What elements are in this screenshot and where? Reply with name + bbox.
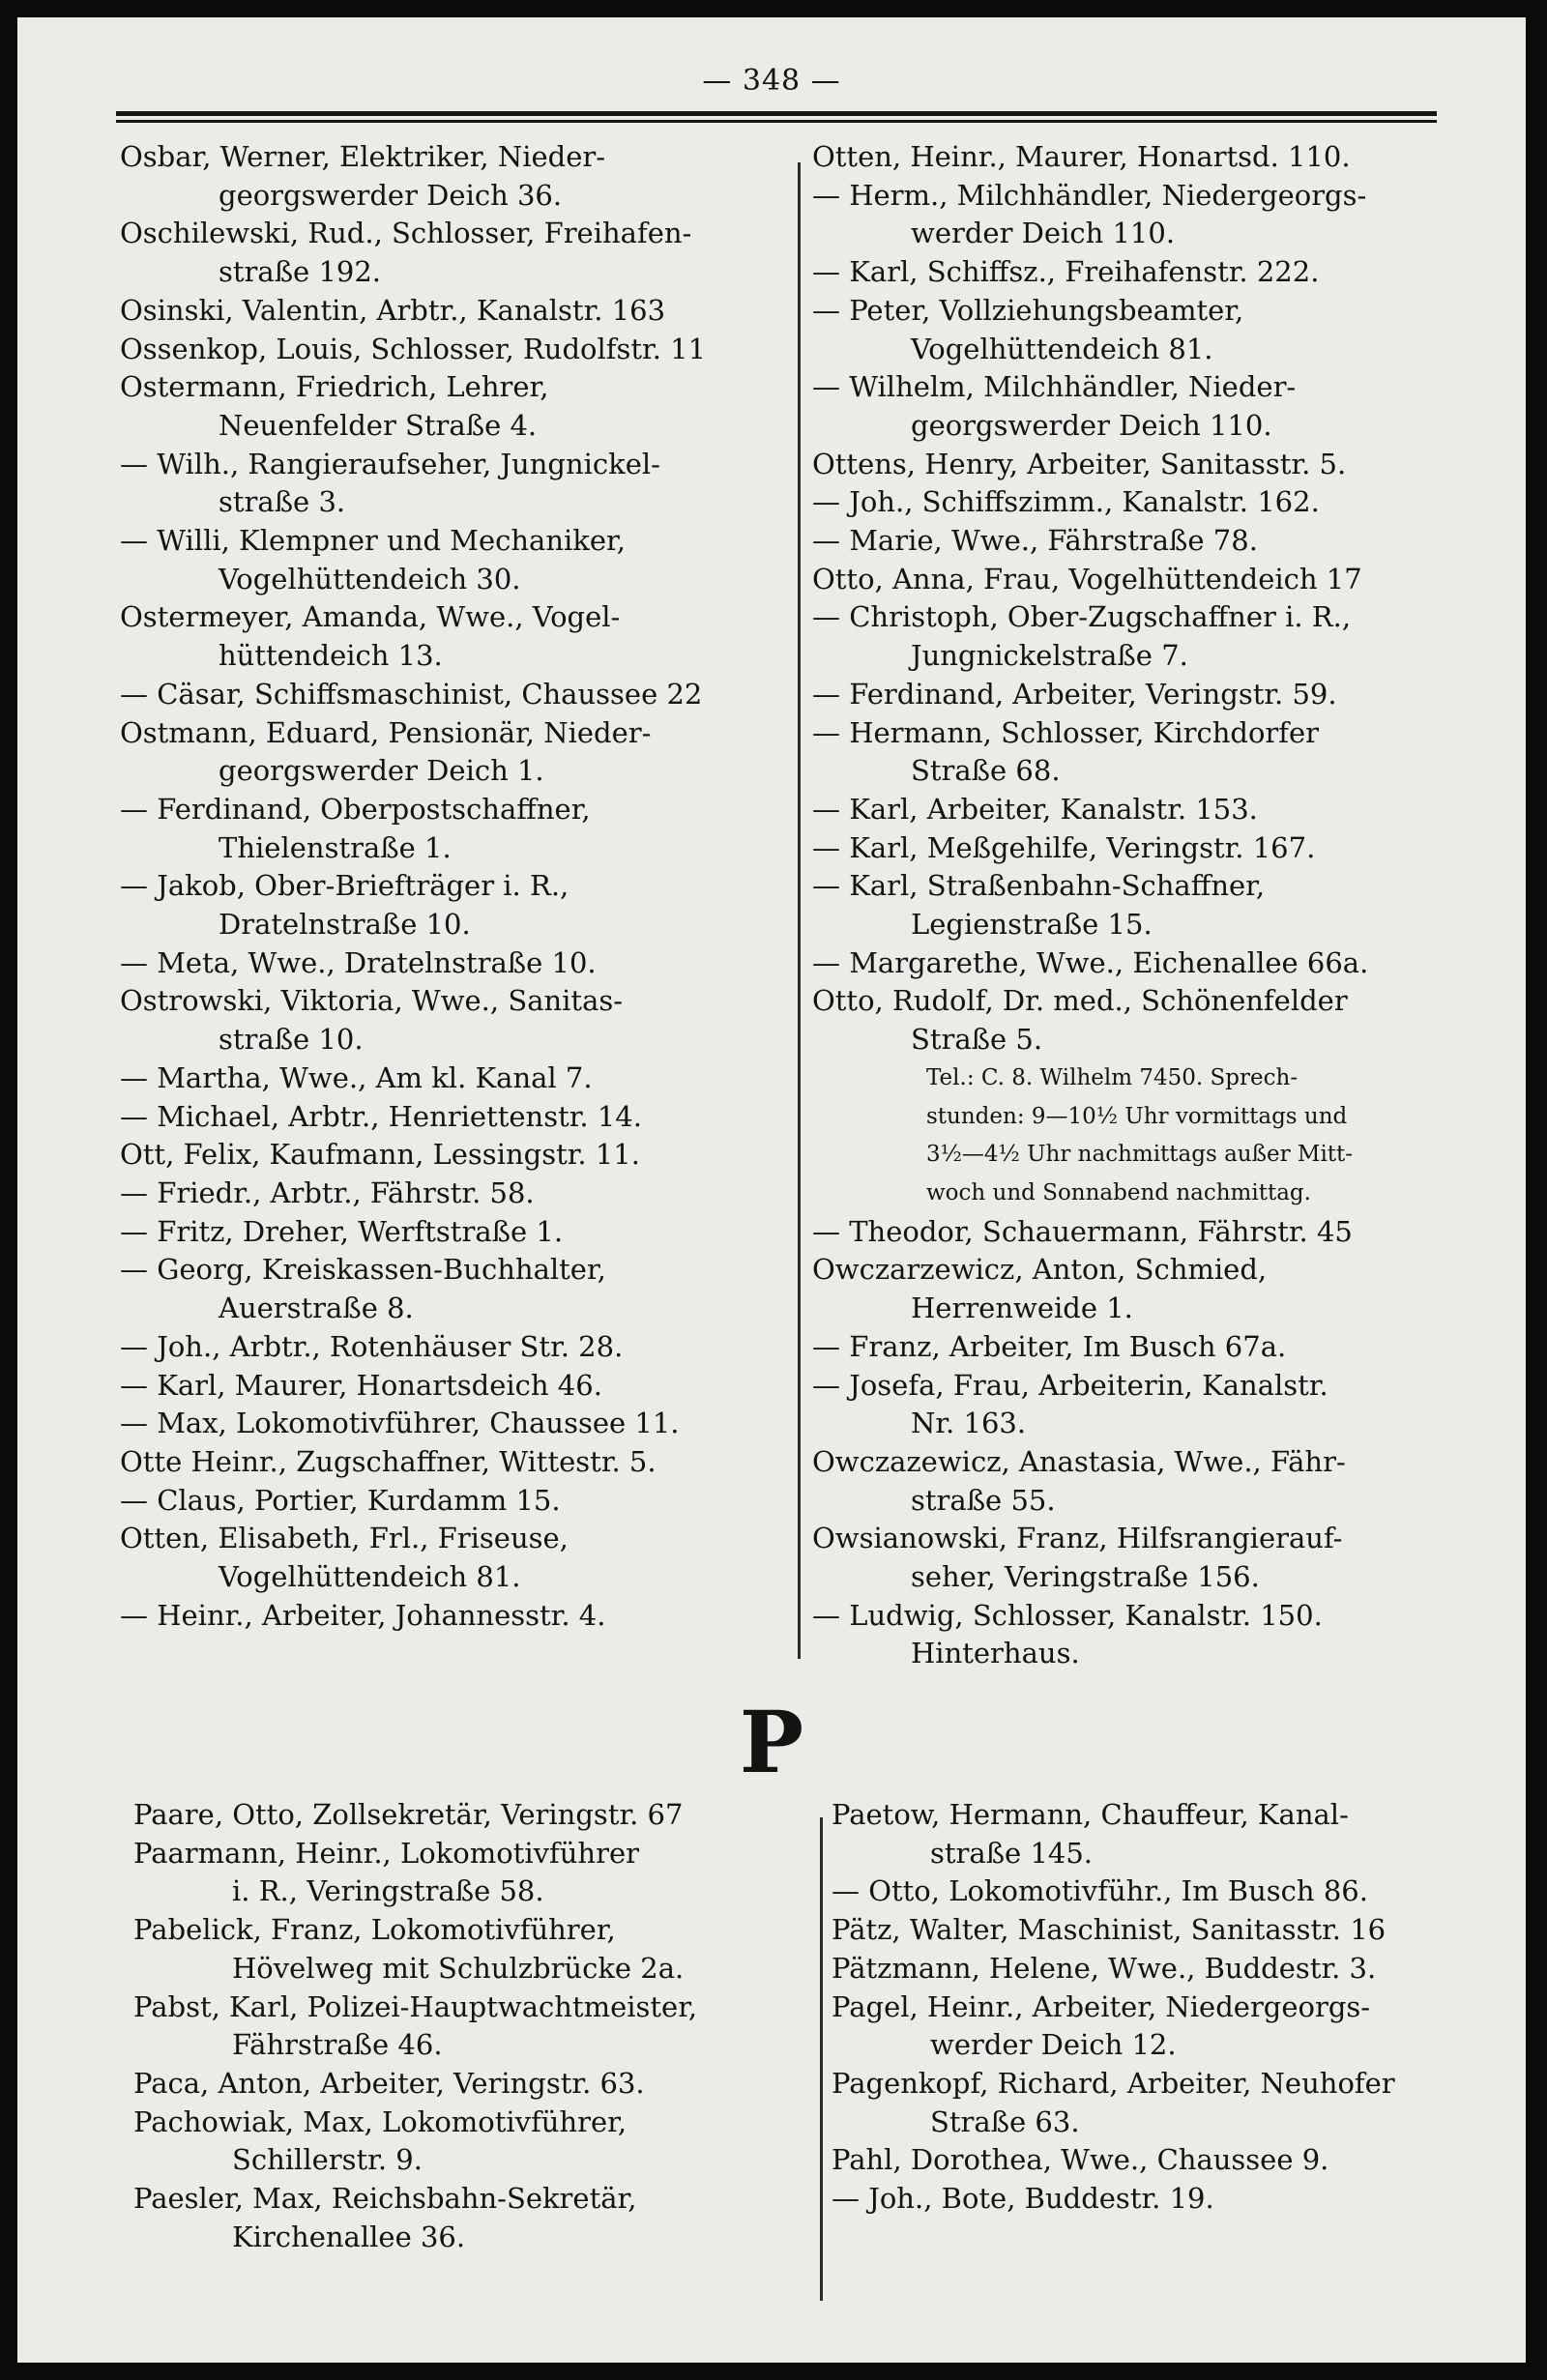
page-number: — 348 — — [702, 64, 841, 98]
directory-entry: — Georg, Kreiskassen-Buchhalter, — [120, 1253, 606, 1287]
directory-entry: Pagenkopf, Richard, Arbeiter, Neuhofer — [832, 2066, 1395, 2100]
directory-entry: — Peter, Vollziehungsbeamter, — [812, 293, 1244, 327]
left-column-o-entries — [120, 138, 787, 1635]
entry-continuation-line: georgswerder Deich 1. — [219, 754, 544, 788]
directory-entry: — Willi, Klempner und Mechaniker, — [120, 524, 626, 558]
directory-entry: Otten, Elisabeth, Frl., Friseuse, — [120, 1522, 569, 1555]
directory-entry: — Franz, Arbeiter, Im Busch 67a. — [812, 1329, 1287, 1363]
right-column-p-entries — [832, 1796, 1499, 2219]
directory-entry: Owczarzewicz, Anton, Schmied, — [812, 1253, 1268, 1287]
entry-continuation-line: straße 55. — [911, 1483, 1056, 1517]
directory-entry: Ott, Felix, Kaufmann, Lessingstr. 11. — [120, 1138, 640, 1172]
directory-entry: — Joh., Schiffszimm., Kanalstr. 162. — [812, 485, 1320, 519]
directory-entry: — Marie, Wwe., Fährstraße 78. — [812, 524, 1258, 558]
entry-continuation-line: Vogelhüttendeich 30. — [219, 562, 521, 595]
directory-entry: — Hermann, Schlosser, Kirchdorfer — [812, 715, 1320, 749]
entry-continuation-line: straße 10. — [219, 1023, 364, 1057]
directory-entry: Ottens, Henry, Arbeiter, Sanitasstr. 5. — [812, 447, 1347, 480]
entry-continuation-line: Vogelhüttendeich 81. — [911, 332, 1213, 365]
directory-entry: — Herm., Milchhändler, Niedergeorgs- — [812, 178, 1367, 212]
column-divider — [798, 162, 801, 1659]
entry-continuation-line: Schillerstr. 9. — [232, 2143, 423, 2177]
entry-continuation-line: hüttendeich 13. — [219, 639, 443, 673]
entry-continuation-line: Neuenfelder Straße 4. — [219, 408, 538, 442]
directory-entry: — Ferdinand, Oberpostschaffner, — [120, 792, 591, 826]
directory-entry: — Christoph, Ober-Zugschaffner i. R., — [812, 600, 1352, 634]
entry-continuation-line: Hinterhaus. — [911, 1637, 1080, 1670]
entry-continuation-line: straße 3. — [219, 485, 346, 519]
directory-entry: Otto, Rudolf, Dr. med., Schönenfelder — [812, 984, 1348, 1018]
entry-continuation-line: Thielenstraße 1. — [219, 830, 452, 864]
directory-entry: Pagel, Heinr., Arbeiter, Niedergeorgs- — [832, 1989, 1371, 2023]
directory-entry: — Karl, Arbeiter, Kanalstr. 153. — [812, 792, 1258, 826]
directory-entry: Pätz, Walter, Maschinist, Sanitasstr. 16 — [832, 1913, 1386, 1947]
column-divider-p — [820, 1817, 823, 2301]
directory-entry: — Max, Lokomotivführer, Chaussee 11. — [120, 1407, 680, 1440]
directory-entry: — Heinr., Arbeiter, Johannesstr. 4. — [120, 1598, 606, 1632]
directory-entry: Ostmann, Eduard, Pensionär, Nieder- — [120, 715, 652, 749]
left-column-p-entries — [133, 1796, 801, 2256]
directory-entry: — Cäsar, Schiffsmaschinist, Chaussee 22 — [120, 677, 703, 711]
directory-entry: Pätzmann, Helene, Wwe., Buddestr. 3. — [832, 1951, 1377, 1985]
directory-entry: Pachowiak, Max, Lokomotivführer, — [133, 2104, 628, 2138]
directory-entry: — Fritz, Dreher, Werftstraße 1. — [120, 1214, 564, 1248]
directory-entry: — Joh., Arbtr., Rotenhäuser Str. 28. — [120, 1329, 624, 1363]
right-column-o-entries — [812, 138, 1479, 1673]
directory-entry: — Karl, Straßenbahn-Schaffner, — [812, 869, 1266, 903]
directory-entry: Ostermeyer, Amanda, Wwe., Vogel- — [120, 600, 621, 634]
directory-entry: Owczazewicz, Anastasia, Wwe., Fähr- — [812, 1444, 1346, 1478]
entry-continuation-line: Hövelweg mit Schulzbrücke 2a. — [232, 1951, 685, 1985]
directory-entry: — Wilh., Rangieraufseher, Jungnickel- — [120, 447, 660, 480]
entry-continuation-line: Straße 68. — [911, 754, 1061, 788]
directory-entry: Paare, Otto, Zollsekretär, Veringstr. 67 — [133, 1798, 684, 1831]
directory-entry: Otte Heinr., Zugschaffner, Wittestr. 5. — [120, 1444, 657, 1478]
directory-entry: — Martha, Wwe., Am kl. Kanal 7. — [120, 1060, 593, 1094]
entry-continuation-line: i. R., Veringstraße 58. — [232, 1874, 544, 1908]
directory-entry: Ostrowski, Viktoria, Wwe., Sanitas- — [120, 984, 624, 1018]
directory-entry: — Theodor, Schauermann, Fährstr. 45 — [812, 1214, 1353, 1248]
directory-entry: Oschilewski, Rud., Schlosser, Freihafen- — [120, 217, 692, 250]
directory-entry: — Margarethe, Wwe., Eichenallee 66a. — [812, 945, 1369, 979]
directory-entry: Osbar, Werner, Elektriker, Nieder- — [120, 140, 606, 173]
directory-entry: Pabst, Karl, Polizei-Hauptwachtmeister, — [133, 1989, 698, 2023]
directory-page — [17, 17, 1526, 2363]
directory-entry: — Josefa, Frau, Arbeiterin, Kanalstr. — [812, 1368, 1328, 1402]
directory-entry: Otten, Heinr., Maurer, Honartsd. 110. — [812, 140, 1351, 173]
entry-continuation-line: Auerstraße 8. — [219, 1292, 414, 1325]
entry-continuation-line: seher, Veringstraße 156. — [911, 1560, 1260, 1594]
entry-continuation-line: Dratelnstraße 10. — [219, 908, 471, 942]
directory-entry: — Otto, Lokomotivführ., Im Busch 86. — [832, 1874, 1368, 1908]
entry-continuation-line: Straße 5. — [911, 1023, 1043, 1057]
directory-entry: Owsianowski, Franz, Hilfsrangierauf- — [812, 1522, 1343, 1555]
entry-note-line: Tel.: C. 8. Wilhelm 7450. Sprech- — [926, 1064, 1299, 1090]
directory-entry: — Jakob, Ober-Briefträger i. R., — [120, 869, 569, 903]
entry-continuation-line: Herrenweide 1. — [911, 1292, 1133, 1325]
directory-entry: — Ferdinand, Arbeiter, Veringstr. 59. — [812, 677, 1337, 711]
directory-entry: Pahl, Dorothea, Wwe., Chaussee 9. — [832, 2143, 1329, 2177]
entry-note-line: woch und Sonnabend nachmittag. — [926, 1179, 1311, 1205]
directory-entry: — Claus, Portier, Kurdamm 15. — [120, 1483, 561, 1517]
directory-entry: — Meta, Wwe., Dratelnstraße 10. — [120, 945, 597, 979]
directory-entry: — Karl, Maurer, Honartsdeich 46. — [120, 1368, 602, 1402]
directory-entry: Paetow, Hermann, Chauffeur, Kanal- — [832, 1798, 1349, 1831]
directory-entry: — Friedr., Arbtr., Fährstr. 58. — [120, 1175, 535, 1209]
entry-continuation-line: Kirchenallee 36. — [232, 2220, 466, 2253]
directory-entry: — Joh., Bote, Buddestr. 19. — [832, 2182, 1214, 2216]
directory-entry: Ossenkop, Louis, Schlosser, Rudolfstr. 11 — [120, 332, 707, 365]
entry-continuation-line: straße 192. — [219, 255, 382, 289]
directory-entry: — Michael, Arbtr., Henriettenstr. 14. — [120, 1099, 642, 1133]
directory-entry: — Karl, Meßgehilfe, Veringstr. 167. — [812, 830, 1316, 864]
entry-continuation-line: Vogelhüttendeich 81. — [219, 1560, 521, 1594]
directory-entry: Paesler, Max, Reichsbahn-Sekretär, — [133, 2182, 637, 2216]
entry-continuation-line: georgswerder Deich 36. — [219, 178, 563, 212]
entry-continuation-line: straße 145. — [930, 1836, 1094, 1870]
entry-continuation-line: werder Deich 12. — [930, 2028, 1177, 2062]
entry-continuation-line: werder Deich 110. — [911, 217, 1176, 250]
directory-entry: Paca, Anton, Arbeiter, Veringstr. 63. — [133, 2066, 645, 2100]
directory-entry: Ostermann, Friedrich, Lehrer, — [120, 370, 549, 404]
entry-continuation-line: georgswerder Deich 110. — [911, 408, 1272, 442]
directory-entry: — Wilhelm, Milchhändler, Nieder- — [812, 370, 1297, 404]
directory-entry: Paarmann, Heinr., Lokomotivführer — [133, 1836, 639, 1870]
entry-continuation-line: Legienstraße 15. — [911, 908, 1153, 942]
header-rule-thin — [116, 120, 1437, 123]
section-letter-heading: P — [739, 1692, 804, 1792]
directory-entry: Otto, Anna, Frau, Vogelhüttendeich 17 — [812, 562, 1362, 595]
directory-entry: — Ludwig, Schlosser, Kanalstr. 150. — [812, 1598, 1323, 1632]
entry-continuation-line: Nr. 163. — [911, 1407, 1027, 1440]
directory-entry: — Karl, Schiffsz., Freihafenstr. 222. — [812, 255, 1320, 289]
entry-note-line: stunden: 9—10½ Uhr vormittags und — [926, 1103, 1348, 1129]
entry-continuation-line: Fährstraße 46. — [232, 2028, 443, 2062]
header-rule — [116, 111, 1437, 116]
directory-entry: Osinski, Valentin, Arbtr., Kanalstr. 163 — [120, 293, 666, 327]
directory-entry: Pabelick, Franz, Lokomotivführer, — [133, 1913, 616, 1947]
entry-continuation-line: Jungnickelstraße 7. — [911, 639, 1188, 673]
entry-continuation-line: Straße 63. — [930, 2104, 1080, 2138]
entry-note-line: 3½—4½ Uhr nachmittags außer Mitt- — [926, 1142, 1354, 1168]
